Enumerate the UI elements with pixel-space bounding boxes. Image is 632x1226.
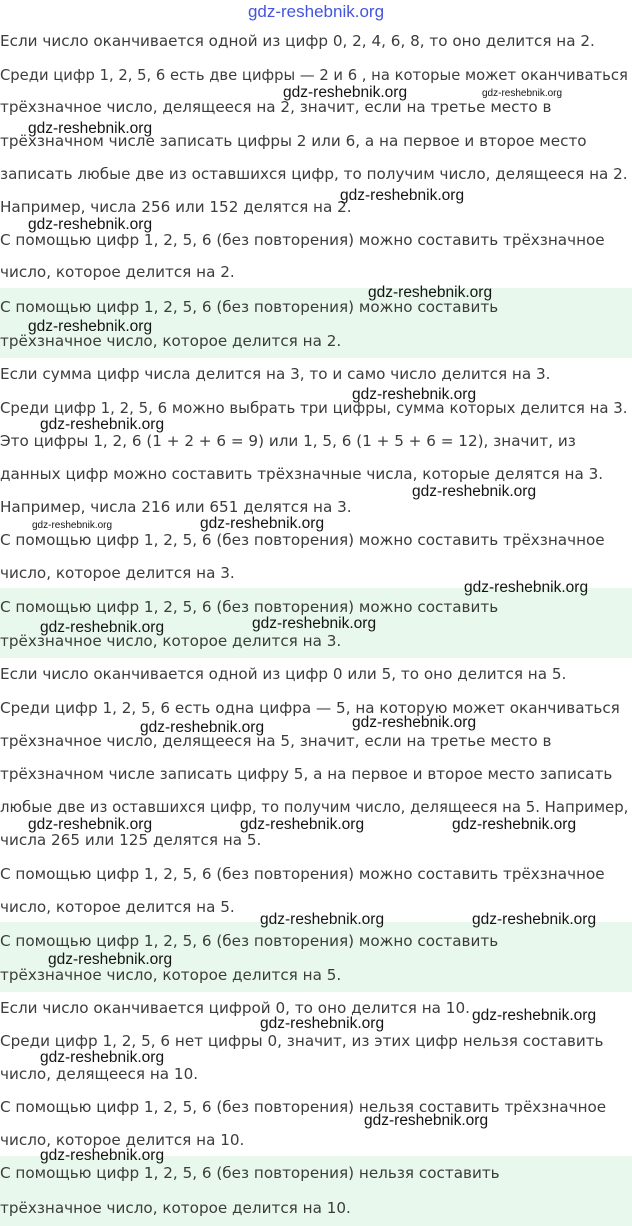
answer-line: трёхзначное число, которое делится на 10.: [0, 1199, 351, 1217]
watermark: gdz-reshebnik.org: [452, 816, 577, 833]
text-line: Если число оканчивается цифрой 0, то оно делится на 10.: [0, 999, 470, 1017]
text-line: С помощью цифр 1, 2, 5, 6 (без повторения) можно составить трёхзначное: [0, 231, 605, 249]
text-line: трёхзначное число, делящееся на 5, значит, если на третье место в: [0, 732, 552, 750]
text-line: число, которое делится на 5.: [0, 898, 235, 916]
watermark: gdz-reshebnik.org: [352, 386, 477, 403]
watermark: gdz-reshebnik.org: [28, 120, 153, 137]
text-line: любые две из оставшихся цифр, то получим число, делящееся на 5. Например,: [0, 798, 629, 816]
watermark: gdz-reshebnik.org: [40, 416, 165, 433]
watermark: gdz-reshebnik.org: [260, 911, 385, 928]
answer-line: трёхзначное число, которое делится на 3.: [0, 632, 342, 650]
answer-line: трёхзначное число, которое делится на 5.: [0, 966, 342, 984]
watermark: gdz-reshebnik.org: [412, 483, 537, 500]
text-line: записать любые две из оставшихся цифр, то получим число, делящееся на 2.: [0, 165, 628, 183]
watermark: gdz-reshebnik.org: [140, 719, 265, 736]
text-line: число, делящееся на 10.: [0, 1065, 199, 1083]
text-line: число, которое делится на 2.: [0, 263, 235, 281]
watermark: gdz-reshebnik.org: [260, 1015, 385, 1032]
watermark: gdz-reshebnik.org: [472, 911, 597, 928]
watermark: gdz-reshebnik.org: [240, 816, 365, 833]
watermark: gdz-reshebnik.org: [352, 714, 477, 731]
text-line: число, которое делится на 3.: [0, 564, 235, 582]
text-line: Среди цифр 1, 2, 5, 6 можно выбрать три цифры, сумма которых делится на 3.: [0, 399, 628, 417]
answer-line: С помощью цифр 1, 2, 5, 6 (без повторения) нельзя составить: [0, 1164, 500, 1182]
watermark: gdz-reshebnik.org: [40, 619, 165, 636]
text-line: Если сумма цифр числа делится на 3, то и само число делится на 3.: [0, 365, 551, 383]
watermark: gdz-reshebnik.org: [252, 615, 377, 632]
watermark: gdz-reshebnik.org: [40, 1049, 165, 1066]
watermark: gdz-reshebnik.org: [464, 579, 589, 596]
watermark: gdz-reshebnik.org: [28, 216, 153, 233]
text-line: Например, числа 216 или 651 делятся на 3.: [0, 498, 352, 516]
text-line: трёхзначное число, делящееся на 2, значит, если на третье место в: [0, 98, 552, 116]
watermark: gdz-reshebnik.org: [283, 84, 408, 101]
text-line: трёхзначном числе записать цифры 2 или 6, а на первое и второе место: [0, 132, 587, 150]
watermark: gdz-reshebnik.org: [28, 318, 153, 335]
watermark: gdz-reshebnik.org: [40, 1147, 165, 1164]
watermark: gdz-reshebnik.org: [472, 1007, 597, 1024]
text-line: Например, числа 256 или 152 делятся на 2.: [0, 198, 352, 216]
answer-line: С помощью цифр 1, 2, 5, 6 (без повторения) можно составить: [0, 598, 499, 616]
text-line: Если число оканчивается одной из цифр 0, 2, 4, 6, 8, то оно делится на 2.: [0, 32, 595, 50]
watermark: gdz-reshebnik.org: [48, 951, 173, 968]
watermark: gdz-reshebnik.org: [364, 1112, 489, 1129]
text-line: С помощью цифр 1, 2, 5, 6 (без повторения) нельзя составить трёхзначное: [0, 1098, 607, 1116]
text-line: С помощью цифр 1, 2, 5, 6 (без повторения) можно составить трёхзначное: [0, 531, 605, 549]
watermark: gdz-reshebnik.org: [28, 816, 153, 833]
text-line: С помощью цифр 1, 2, 5, 6 (без повторения) можно составить трёхзначное: [0, 865, 605, 883]
text-line: Среди цифр 1, 2, 5, 6 есть одна цифра — 5, на которую может оканчиваться: [0, 699, 620, 717]
text-line: трёхзначном числе записать цифру 5, а на первое и второе место записать: [0, 765, 613, 783]
watermark: gdz-reshebnik.org: [200, 515, 325, 532]
watermark: gdz-reshebnik.org: [368, 284, 493, 301]
text-line: число, которое делится на 10.: [0, 1131, 245, 1149]
text-line: Это цифры 1, 2, 6 (1 + 2 + 6 = 9) или 1, 5, 6 (1 + 5 + 6 = 12), значит, из: [0, 432, 576, 450]
text-line: данных цифр можно составить трёхзначные числа, которые делятся на 3.: [0, 465, 604, 483]
watermark: gdz-reshebnik.org: [32, 520, 113, 531]
text-line: Среди цифр 1, 2, 5, 6 нет цифры 0, значит, из этих цифр нельзя составить: [0, 1032, 604, 1050]
answer-line: трёхзначное число, которое делится на 2.: [0, 332, 342, 350]
answer-line: С помощью цифр 1, 2, 5, 6 (без повторения) можно составить: [0, 298, 499, 316]
watermark: gdz-reshebnik.org: [482, 88, 563, 99]
text-line: Если число оканчивается одной из цифр 0 или 5, то оно делится на 5.: [0, 665, 567, 683]
watermark: gdz-reshebnik.org: [340, 187, 465, 204]
text-line: Среди цифр 1, 2, 5, 6 есть две цифры — 2 и 6 , на которые может оканчиваться: [0, 66, 628, 84]
site-header[interactable]: gdz-reshebnik.org: [247, 2, 385, 21]
answer-line: С помощью цифр 1, 2, 5, 6 (без повторения) можно составить: [0, 932, 499, 950]
text-line: числа 265 или 125 делятся на 5.: [0, 831, 262, 849]
